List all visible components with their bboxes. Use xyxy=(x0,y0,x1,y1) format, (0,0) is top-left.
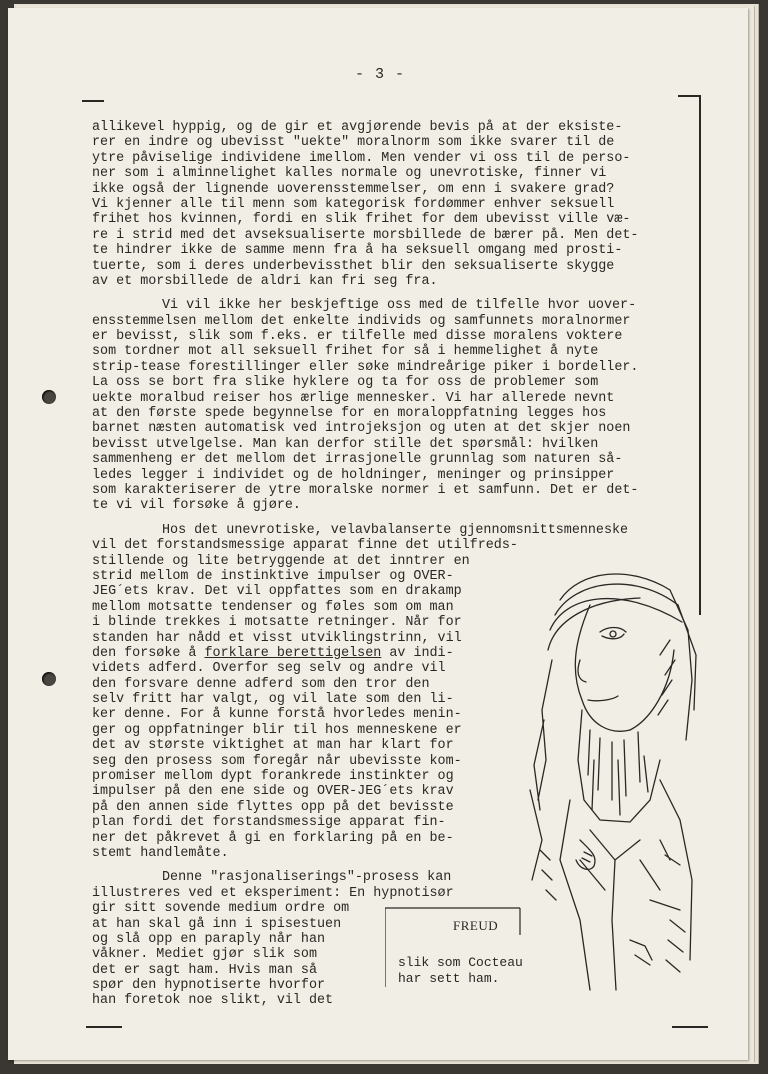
freud-portrait-sketch xyxy=(520,560,700,1000)
underlined-phrase: forklare berettigelsen xyxy=(204,645,382,661)
rule-bottom-left xyxy=(86,1026,122,1028)
text-line: JEG´ets krav. Det vil oppfattes som en drakamp xyxy=(92,584,462,600)
text-line: i blinde trekkes i motsatte retninger. Når for xyxy=(92,615,462,631)
text-line: ner det påkrevet å gi en forklaring på en be- xyxy=(92,830,454,846)
rule-top-right xyxy=(678,95,700,97)
text-line: ger og oppfatninger blir til hos menneskene er xyxy=(92,722,462,738)
rule-bottom-right xyxy=(672,1026,708,1028)
paragraph-2 xyxy=(92,298,704,513)
text-line: av et morsbillede de aldri kan fri seg fra. xyxy=(92,273,438,289)
text-line: vil det forstandsmessige apparat finne det utilfreds- xyxy=(92,538,518,554)
rule-top-left xyxy=(82,100,104,102)
text-line: bevisst utvelgelse. Man kan derfor stille det spørsmål: hvilken xyxy=(92,436,599,452)
paragraph-1 xyxy=(92,120,704,289)
punch-hole-upper xyxy=(42,390,56,404)
text-line: Denne "rasjonaliserings"-prosess kan xyxy=(162,870,452,886)
text-line: strid mellom de instinktive impulser og OVER- xyxy=(92,568,454,584)
text-line: strip-tease forestillinger eller søke mindreårige piker i bordeller. xyxy=(92,359,639,375)
text-line: ledes legger i individet og de holdninger, meninger og prinsipper xyxy=(92,467,615,483)
text-line: ker denne. For å kunne forstå hvorledes menin- xyxy=(92,707,462,723)
text-line: selv fritt har valgt, og vil late som den li- xyxy=(92,692,454,708)
text-line: det er sagt ham. Hvis man så xyxy=(92,962,317,978)
text-line: Vi vil ikke her beskjeftige oss med de tilfelle hvor uover- xyxy=(162,298,637,314)
text-line: på den annen side flyttes opp på det bevisste xyxy=(92,799,454,815)
text-line: at han skal gå inn i spisestuen xyxy=(92,916,342,932)
text-line: våkner. Mediet gjør slik som xyxy=(92,947,317,963)
caption-line: har sett ham. xyxy=(398,971,500,986)
text-line: sammenheng er det mellom det irrasjonelle grunnlag som naturen så- xyxy=(92,452,623,468)
text-line: ensstemmelsen mellom det enkelte individs og samfunnets moralnormer xyxy=(92,313,631,329)
page-number: - 3 - xyxy=(355,66,406,83)
text-line: spør den hypnotiserte hvorfor xyxy=(92,978,326,994)
text-line: rer en indre og ubevisst "uekte" moralnorm som ikke svarer til de xyxy=(92,135,615,151)
text-line-underlined: den forsøke å forklare berettigelsen av indi- xyxy=(92,645,454,661)
punch-hole-lower xyxy=(42,672,56,686)
text-line: som karakteriserer de ytre moralske normer i et samfunn. Det er det- xyxy=(92,482,639,498)
text-line: Vi kjenner alle til menn som kategorisk fordømmer enhver seksuell xyxy=(92,196,615,212)
text-line: ikke også der lignende uoverensstemmelser, om enn i svakere grad? xyxy=(92,181,615,197)
text-line: allikevel hyppig, og de gir et avgjørende bevis på at der eksiste- xyxy=(92,120,623,135)
text-line: videts adferd. Overfor seg selv og andre vil xyxy=(92,661,446,677)
text-line: promiser mellom dypt forankrede instinkter og xyxy=(92,769,454,785)
text-line: det av største viktighet at man har klart for xyxy=(92,738,454,754)
text-line: er bevisst, slik som f.eks. er tilfelle med disse moralens voktere xyxy=(92,329,623,345)
text-line: den forsvare denne adferd som den tror den xyxy=(92,676,430,692)
text-line: re i strid med det avseksualiserte morsbillede de bærer på. Men det- xyxy=(92,227,639,243)
text-line: impulser på den ene side og OVER-JEG´ets krav xyxy=(92,784,454,800)
text-line: stillende og lite betryggende at det inntrer en xyxy=(92,553,470,569)
caption-line: slik som Cocteau xyxy=(398,955,523,970)
text-line: illustreres ved et eksperiment: En hypnotisør xyxy=(92,885,454,901)
text-line: tuerte, som i deres underbevissthet blir den seksualiserte skygge xyxy=(92,258,615,274)
text-line: uekte moralbud reiser hos ærlige mennesker. Vi har allerede nevnt xyxy=(92,390,615,406)
text-line: stemt handlemåte. xyxy=(92,845,229,861)
text-line: La oss se bort fra slike hyklere og ta for oss de problemer som xyxy=(92,375,599,391)
text-line: ytre påviselige individene imellom. Men vender vi oss til de perso- xyxy=(92,150,631,166)
text-line: standen har nådd et visst utviklingstrinn, vil xyxy=(92,630,462,646)
text-line: te hindrer ikke de samme menn fra å ha seksuell omgang med prosti- xyxy=(92,243,623,259)
text-line: ner som i alminnelighet kalles normale og unevrotiske, finner vi xyxy=(92,166,607,182)
text-line: Hos det unevrotiske, velavbalanserte gjennomsnittsmenneske xyxy=(162,522,629,538)
text-line: mellom motsatte tendenser og føles som om man xyxy=(92,599,454,615)
text-line: seg den prosess som foregår når ubevisste kom- xyxy=(92,753,462,769)
text-line: som tordner mot all seksuell frihet for så i hemmelighet å nyte xyxy=(92,344,599,360)
text-line: te vi vil forsøke å gjøre. xyxy=(92,498,301,514)
caption-title: FREUD xyxy=(453,918,499,933)
text-line: plan fordi det forstandsmessige apparat fin- xyxy=(92,815,446,831)
text-line: han foretok noe slikt, vil det xyxy=(92,993,334,1009)
text-line: gir sitt sovende medium ordre om xyxy=(92,901,350,917)
text-line: og slå opp en paraply når han xyxy=(92,931,326,947)
text-line: frihet hos kvinnen, fordi en slik frihet for dem ubevisst ville væ- xyxy=(92,212,631,228)
text-line: barnet næsten automatisk ved introjeksjon og uten at det skjer noen xyxy=(92,421,631,437)
text-line: at den første spede begynnelse for en moraloppfatning legges hos xyxy=(92,406,607,422)
